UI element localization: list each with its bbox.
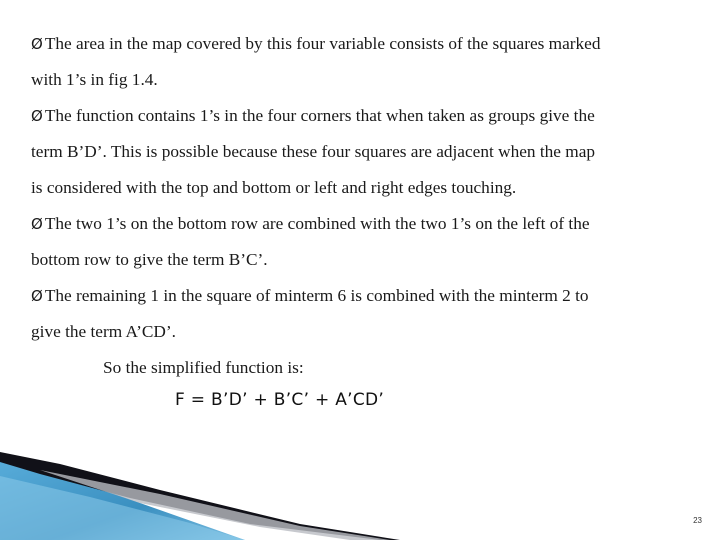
bullet-line-4 <box>31 284 589 308</box>
line-9: give the term A’CD’. <box>31 322 176 341</box>
bullet-arrow-icon: Ø <box>31 107 43 125</box>
bullet-line-2 <box>31 104 691 128</box>
line-text-3: The function contains 1’s in the four corners that when taken as groups give the <box>44 106 595 125</box>
summary-line: So the simplified function is: <box>103 358 304 377</box>
bullet-arrow-icon: Ø <box>31 287 43 305</box>
bullet-line-1 <box>31 32 691 56</box>
page-number: 23 <box>693 516 702 525</box>
line-4: term B’D’. This is possible because these four squares are adjacent when the map <box>31 142 596 161</box>
line-text-6: The two 1’s on the bottom row are combined with the two 1’s on the left of the <box>44 214 590 233</box>
bullet-line-3 <box>31 212 590 236</box>
simplified-formula: F = B’D’ + B’C’ + A’CD’ <box>175 390 385 410</box>
bullet-arrow-icon: Ø <box>31 35 43 53</box>
line-2: with 1’s in fig 1.4. <box>31 70 158 89</box>
bullet-arrow-icon: Ø <box>31 215 43 233</box>
line-text-1: The area in the map covered by this four variable consists of the squares marked <box>44 34 601 53</box>
line-7: bottom row to give the term B’C’. <box>31 250 268 269</box>
line-text-8: The remaining 1 in the square of minterm 6 is combined with the minterm 2 to <box>44 286 589 305</box>
line-5: is considered with the top and bottom or left and right edges touching. <box>31 178 517 197</box>
